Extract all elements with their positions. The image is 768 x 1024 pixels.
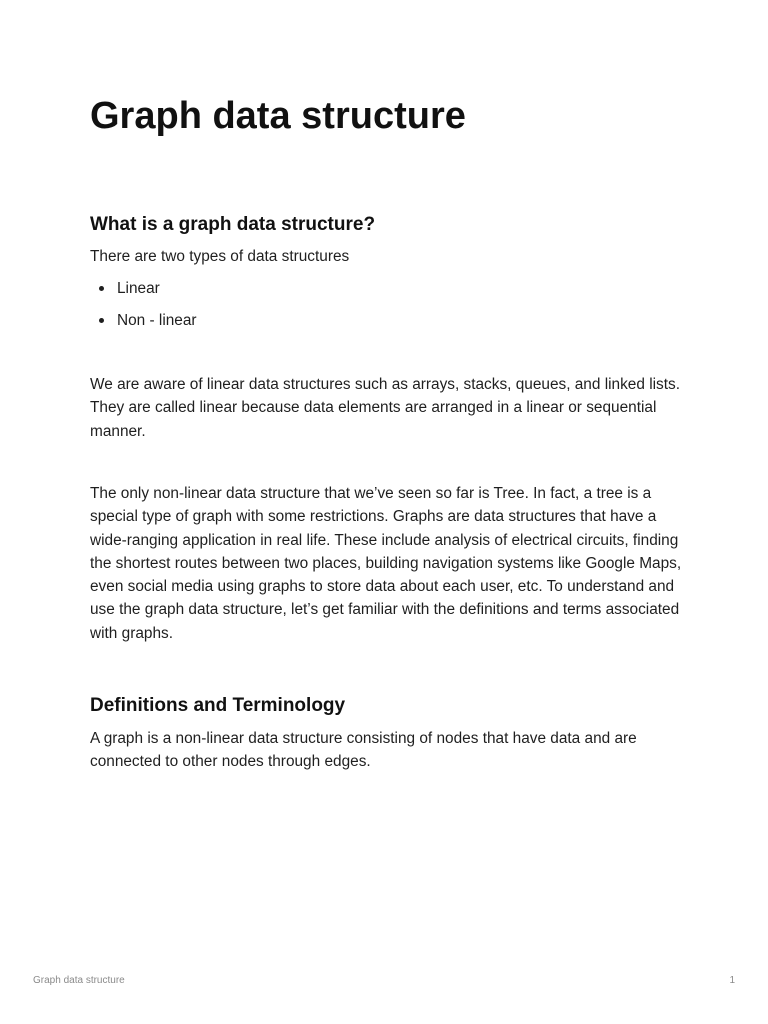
list-item [90,309,690,341]
list-item-label: Non - linear [117,312,197,329]
bullet-icon [99,318,104,323]
paragraph-non-linear-structures: The only non-linear data structure that we’ve seen so far is Tree. In fact, a tree is a special type of graph with some restrictions. Graphs are data structures that have a wide-ranging application in real life. These include analysis of electrical circuits, finding the shortest routes between two places, building navigation systems like Google Maps, even social media using graphs to store data about each user, etc. To understand and use the graph data structure, let’s get familiar with the definitions and terms associated with graphs. [90,485,682,642]
section-intro: There are two types of data structures [90,248,350,265]
paragraph-graph-definition: A graph is a non-linear data structure consisting of nodes that have data and are connected to other nodes through edges. [90,730,637,771]
paragraph-linear-structures: We are aware of linear data structures such as arrays, stacks, queues, and linked lists. They are called linear because data elements are arranged in a linear or sequential manner. [90,376,680,440]
section-heading-definitions: Definitions and Terminology [90,695,346,716]
footer-title: Graph data structure [33,975,125,986]
list-item-label: Linear [117,280,160,297]
page-title: Graph data structure [90,95,466,137]
list-item [90,277,690,309]
footer-page-number: 1 [729,975,735,986]
section-heading-what-is-graph: What is a graph data structure? [90,214,376,235]
bullet-icon [99,286,104,291]
data-structure-types-list [90,277,690,341]
